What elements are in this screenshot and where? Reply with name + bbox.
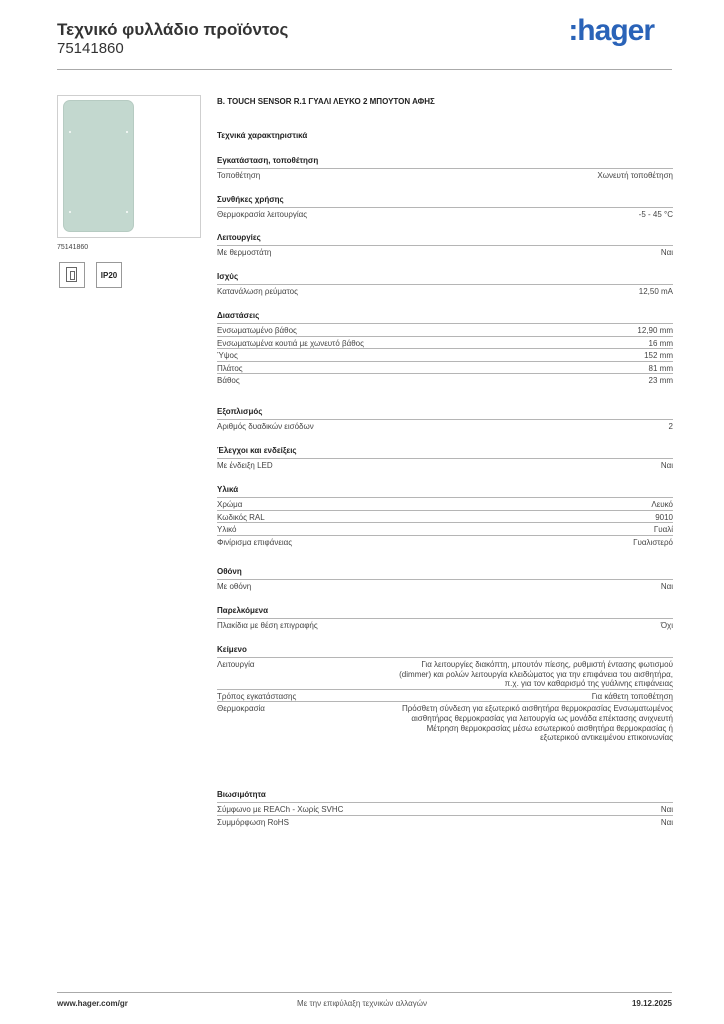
spec-value: Για λειτουργίες διακόπτη, μπουτόν πίεσης, ρυθμιστή έντασης φωτισμού (dimmer) και ρολών λειτουργία κλειδώματος για την επιφάνεια του αισθητήρα, π.χ. για τον καθαρισμό της γυάλινης επιφάνειας [399,660,673,689]
spec-row [217,168,673,181]
spec-value: Λευκό [651,500,673,509]
spec-key: Τρόπος εγκατάστασης [217,691,297,701]
header-divider [57,69,672,70]
product-image-frame [57,95,201,238]
spec-section [217,445,673,471]
spec-section [217,155,673,181]
spec-row [217,323,673,336]
spec-key: Συμμόρφωση RoHS [217,817,289,827]
spec-row [217,510,673,523]
spec-key: Φινίρισμα επιφάνειας [217,537,293,547]
spec-section [217,644,673,743]
ip-rating-badge: IP20 [96,262,122,288]
spec-key: Ενσωματωμένο βάθος [217,326,297,335]
spec-key: Λειτουργία [217,660,255,669]
spec-row [217,689,673,702]
product-name: B. TOUCH SENSOR R.1 ΓΥΑΛΙ ΛΕΥΚΟ 2 ΜΠΟΥΤΟΝ ΑΦΗΣ [217,97,435,106]
spec-key: Κωδικός RAL [217,512,265,522]
section-title: Λειτουργίες [217,233,261,242]
section-title: Οθόνη [217,567,242,576]
spec-row [217,245,673,258]
spec-value: 81 mm [648,363,673,373]
spec-row [217,336,673,349]
spec-value: 152 mm [644,351,673,361]
spec-row [217,522,673,535]
spec-row [217,207,673,220]
spec-row [217,701,673,742]
spec-row [217,284,673,297]
spec-key: Πλάτος [217,363,243,373]
spec-section [217,484,673,547]
footer-date: 19.12.2025 [631,999,672,1008]
spec-row [217,815,673,828]
spec-heading: Τεχνικά χαρακτηριστικά [217,131,308,140]
spec-value: 9010 [655,512,673,522]
section-title: Υλικά [217,485,239,494]
spec-section [217,605,673,631]
spec-value: 12,50 mA [638,287,673,296]
document-title: Τεχνικό φυλλάδιο προϊόντος [57,20,289,39]
spec-key: Με θερμοστάτη [217,248,272,257]
spec-key: Ύψος [217,351,238,361]
section-title: Παρελκόμενα [217,606,269,615]
section-title: Διαστάσεις [217,311,260,320]
spec-value: Πρόσθετη σύνδεση για εξωτερικό αισθητήρα θερμοκρασίας Ενσωματωμένος αισθητήρας θερμοκρασίας για λειτουργία ως μονάδα επέκτασης ανιχνευτή Μέτρηση θερμοκρασίας μέσω εσωτερικού αισθητήρα θερμοκρασίας ή εξωτερικού αντικειμένου επικοινωνίας [401,704,673,743]
spec-value: Ναι [660,461,673,470]
footer-website[interactable]: www.hager.com/gr [57,999,128,1008]
spec-key: Κατανάλωση ρεύματος [217,287,298,296]
spec-row [217,361,673,374]
spec-value: Ναι [660,805,673,814]
spec-key: Υλικό [217,525,237,535]
spec-key: Βάθος [217,376,240,386]
spec-key: Θερμοκρασία [217,704,265,714]
product-code: 75141860 [57,40,124,57]
spec-key: Θερμοκρασία λειτουργίας [217,210,308,219]
spec-value: Ναι [660,817,673,827]
section-title: Κείμενο [217,645,247,654]
spec-value: Γυαλί [653,525,673,535]
spec-key: Πλακίδια με θέση επιγραφής [217,621,318,630]
spec-key: Ενσωματωμένα κουτιά με χωνευτό βάθος [217,338,364,348]
spec-key: Με οθόνη [217,582,252,591]
spec-section [217,310,673,386]
spec-section [217,789,673,827]
spec-row [217,657,673,689]
spec-key: Με ένδειξη LED [217,461,273,470]
spec-value: Ναι [660,248,673,257]
hager-logo: :hager [568,14,654,47]
section-title: Ισχύς [217,272,239,281]
spec-row [217,497,673,510]
spec-value: Ναι [660,582,673,591]
section-title: Εγκατάσταση, τοποθέτηση [217,156,319,165]
section-title: Συνθήκες χρήσης [217,195,284,204]
spec-value: 2 [668,422,673,431]
spec-key: Αριθμός δυαδικών εισόδων [217,422,314,431]
section-title: Βιωσιμότητα [217,790,266,799]
spec-key: Σύμφωνο με REACh - Χωρίς SVHC [217,805,344,814]
image-caption-code: 75141860 [57,244,89,251]
spec-value: Γυαλιστερό [633,537,673,547]
spec-row [217,458,673,471]
spec-value: Για κάθετη τοποθέτηση [591,691,673,701]
spec-value: Χωνευτή τοποθέτηση [597,171,673,180]
spec-key: Χρώμα [217,500,243,509]
spec-row [217,373,673,386]
spec-value: 23 mm [648,376,673,386]
spec-key: Τοποθέτηση [217,171,261,180]
spec-section [217,194,673,220]
spec-row [217,579,673,592]
spec-value: -5 - 45 °C [638,210,673,219]
spec-value: 12,90 mm [637,326,673,335]
spec-section [217,232,673,258]
spec-section [217,566,673,592]
footer-disclaimer: Με την επιφύλαξη τεχνικών αλλαγών [297,999,427,1008]
flush-mount-icon [59,262,85,288]
section-title: Έλεγχοι και ενδείξεις [217,446,297,455]
spec-section [217,406,673,432]
section-title: Εξοπλισμός [217,407,263,416]
product-image [63,100,134,232]
spec-row [217,802,673,815]
spec-row [217,348,673,361]
spec-row [217,535,673,548]
spec-row [217,419,673,432]
spec-section [217,271,673,297]
footer-divider [57,992,672,993]
spec-value: Όχι [660,621,673,630]
spec-row [217,618,673,631]
spec-value: 16 mm [648,338,673,348]
